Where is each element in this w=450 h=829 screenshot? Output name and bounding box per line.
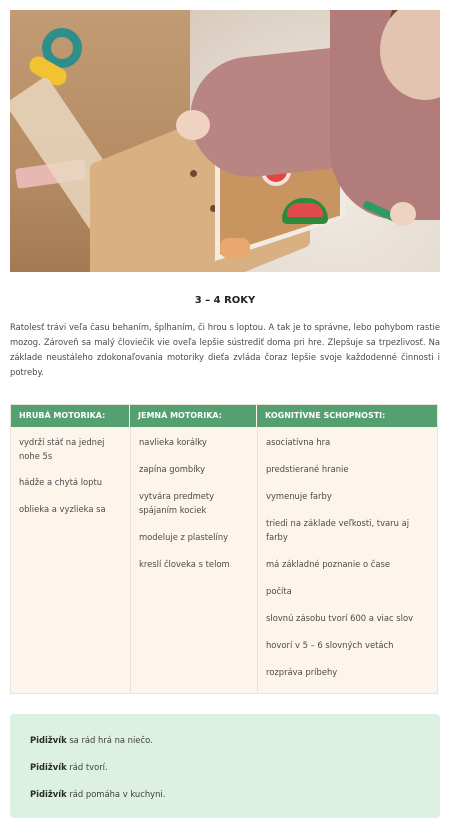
list-item: triedi na základe veľkosti, tvaru aj farby bbox=[266, 518, 410, 542]
list-item: má základné poznanie o čase bbox=[266, 559, 390, 569]
note-line bbox=[30, 762, 108, 772]
list-item: predstierané hranie bbox=[266, 464, 349, 474]
list-item: hovorí v 5 – 6 slovných vetách bbox=[266, 640, 394, 650]
note-text: sa rád hrá na niečo. bbox=[66, 735, 153, 745]
list-item: zapína gombíky bbox=[139, 464, 206, 474]
column-cognitive bbox=[257, 427, 437, 693]
list-item: vymenuje farby bbox=[266, 491, 332, 501]
note-line bbox=[30, 789, 165, 799]
header-fine-motor: JEMNÁ MOTORIKA: bbox=[130, 405, 256, 427]
list-item: počíta bbox=[266, 586, 292, 596]
note-bold-name: Pidižvík bbox=[30, 762, 67, 772]
list-item: vydrží stáť na jednej nohe 5s bbox=[19, 437, 105, 461]
list-item: vytvára predmety spájaním kociek bbox=[139, 491, 215, 515]
list-item: kreslí človeka s telom bbox=[139, 559, 230, 569]
child-playing-with-wooden-toy-photo bbox=[10, 10, 440, 272]
note-bold-name: Pidižvík bbox=[30, 789, 67, 799]
list-item: slovnú zásobu tvorí 600 a viac slov bbox=[266, 613, 414, 623]
list-item: asociatívna hra bbox=[266, 437, 331, 447]
list-item: rozpráva príbehy bbox=[266, 667, 338, 677]
list-item: hádže a chytá loptu bbox=[19, 477, 103, 487]
list-item: oblieka a vyzlieka sa bbox=[19, 504, 106, 514]
list-item: modeluje z plastelíny bbox=[139, 532, 229, 542]
list-item: navlieka korálky bbox=[139, 437, 207, 447]
note-text: rád tvorí. bbox=[66, 762, 108, 772]
column-gross-motor bbox=[11, 427, 130, 693]
header-gross-motor: HRUBÁ MOTORIKA: bbox=[11, 405, 129, 427]
skills-table bbox=[10, 404, 438, 694]
section-title: 3 – 4 ROKY bbox=[194, 295, 256, 306]
intro-paragraph: Ratolesť trávi veľa času behaním, šplhaním, či hrou s loptou. A tak je to správne, lebo pohybom rastie mozog. Zároveň sa malý človiečik vie oveľa lepšie sústrediť doma pri hre. Zlepšuje sa trpezlivosť. Na základe neustáleho zdokonaľovania motoriky dieťa zvláda čoraz lepšie svoje každodenné činnosti i potreby. bbox=[10, 322, 440, 377]
note-line bbox=[30, 735, 153, 745]
note-text: rád pomáha v kuchyni. bbox=[66, 789, 166, 799]
note-bold-name: Pidižvík bbox=[30, 735, 67, 745]
header-cognitive: KOGNITÍVNE SCHOPNOSTI: bbox=[257, 405, 437, 427]
pidizvik-note-box bbox=[10, 714, 440, 818]
column-fine-motor bbox=[130, 427, 257, 693]
